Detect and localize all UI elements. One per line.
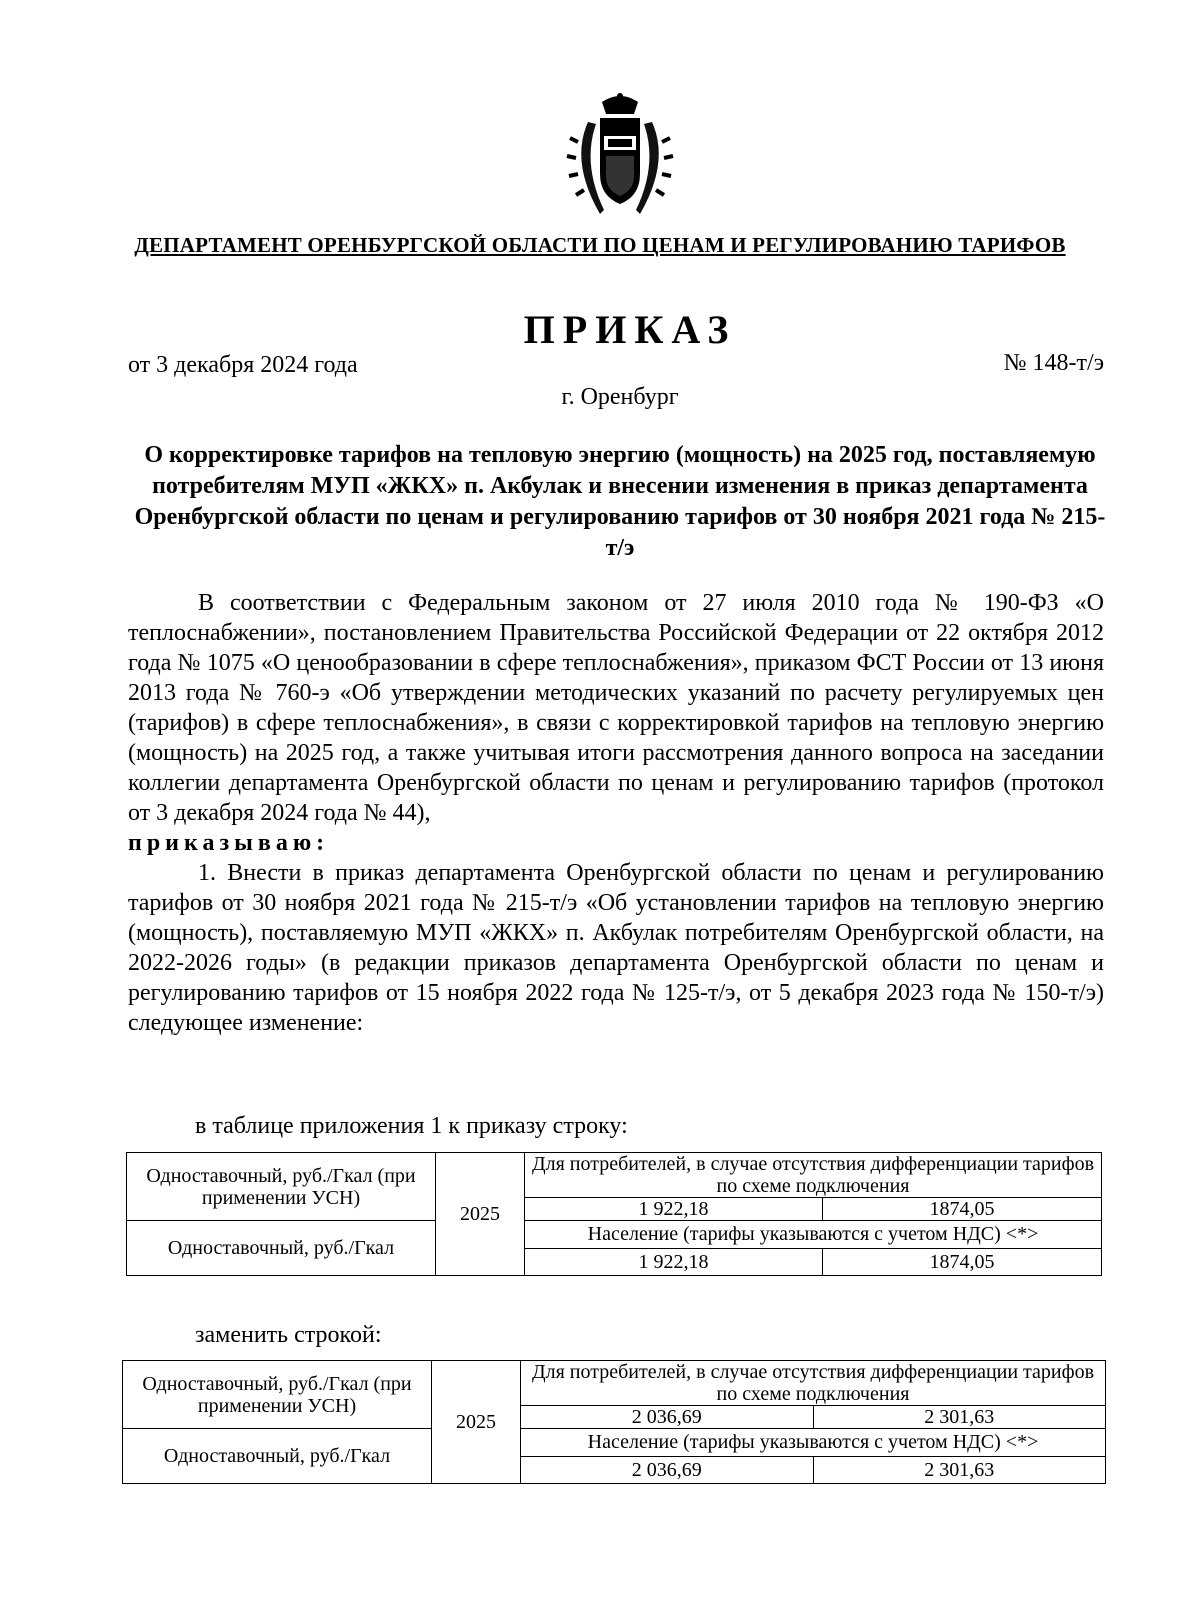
table-intro: в таблице приложения 1 к приказу строку: bbox=[195, 1113, 628, 1139]
table-group-header: Для потребителей, в случае отсутствия дифференциации тарифов по схеме подключения bbox=[521, 1361, 1106, 1406]
order-word: приказываю: bbox=[128, 830, 330, 856]
department-name: ДЕПАРТАМЕНТ ОРЕНБУРГСКОЙ ОБЛАСТИ ПО ЦЕНАМ И РЕГУЛИРОВАНИЮ ТАРИФОВ bbox=[134, 233, 1066, 257]
table-group-header: Для потребителей, в случае отсутствия дифференциации тарифов по схеме подключения bbox=[525, 1153, 1102, 1198]
document-type-title: ПРИКАЗ bbox=[523, 307, 737, 352]
table-cell-value: 1 922,18 bbox=[525, 1198, 823, 1221]
old-tariff-table bbox=[126, 1152, 1102, 1276]
order-number: № 148-т/э bbox=[1003, 350, 1104, 376]
table-cell-value: 2 301,63 bbox=[813, 1456, 1106, 1484]
table-group-header: Население (тарифы указываются с учетом НДС) <*> bbox=[525, 1221, 1102, 1249]
table-cell-value: 1874,05 bbox=[822, 1198, 1101, 1221]
table-cell-value: 2 036,69 bbox=[521, 1456, 814, 1484]
preamble-paragraph: В соответствии с Федеральным законом от 27 июля 2010 года № 190-ФЗ «О теплоснабжении», постановлением Правительства Российской Федерации от 22 октября 2012 года № 1075 «О ценообразовании в сфере теплоснабжения», приказом ФСТ России от 13 июня 2013 года № 760-э «Об утверждении методических указаний по расчету регулируемых цен (тарифов) в сфере теплоснабжения», в связи с корректировкой тарифов на тепловую энергию (мощность) на 2025 год, а также учитывая итоги рассмотрения данного вопроса на заседании коллегии департамента Оренбургской области по ценам и регулированию тарифов (протокол от 3 декабря 2024 года № 44), bbox=[128, 590, 1104, 826]
table-group-header: Население (тарифы указываются с учетом НДС) <*> bbox=[521, 1429, 1106, 1457]
table-cell-value: 2 036,69 bbox=[521, 1406, 814, 1429]
table-cell-value: 1 922,18 bbox=[525, 1248, 823, 1276]
item-1-paragraph: 1. Внести в приказ департамента Оренбургской области по ценам и регулированию тарифов от 30 ноября 2021 года № 215-т/э «Об установлении тарифов на тепловую энергию (мощность), поставляемую МУП «ЖКХ» п. Акбулак потребителям Оренбургской области, на 2022-2026 годы» (в редакции приказов департамента Оренбургской области по ценам и регулированию тарифов от 15 ноября 2022 года № 125-т/э, от 5 декабря 2023 года № 150-т/э) следующее изменение: bbox=[128, 860, 1104, 1036]
order-heading: О корректировке тарифов на тепловую энергию (мощность) на 2025 год, поставляемую потребителям МУП «ЖКХ» п. Акбулак и внесении изменения в приказ департамента Оренбургской области по ценам и регулированию тарифов от 30 ноября 2021 года № 215-т/э bbox=[134, 442, 1106, 561]
table-row-label: Одноставочный, руб./Гкал bbox=[123, 1429, 432, 1484]
coat-of-arms-icon bbox=[560, 92, 680, 222]
table-row-label: Одноставочный, руб./Гкал (при применении УСН) bbox=[127, 1153, 436, 1221]
order-body bbox=[128, 588, 1104, 1038]
table-year: 2025 bbox=[432, 1361, 521, 1484]
table-row-label: Одноставочный, руб./Гкал bbox=[127, 1221, 436, 1276]
table-year: 2025 bbox=[436, 1153, 525, 1276]
order-city: г. Оренбург bbox=[561, 384, 679, 410]
table-row-label: Одноставочный, руб./Гкал (при применении УСН) bbox=[123, 1361, 432, 1429]
table-cell-value: 1874,05 bbox=[822, 1248, 1101, 1276]
replace-intro: заменить строкой: bbox=[195, 1322, 382, 1348]
new-tariff-table bbox=[122, 1360, 1106, 1484]
table-cell-value: 2 301,63 bbox=[813, 1406, 1106, 1429]
order-date: от 3 декабря 2024 года bbox=[128, 352, 358, 378]
